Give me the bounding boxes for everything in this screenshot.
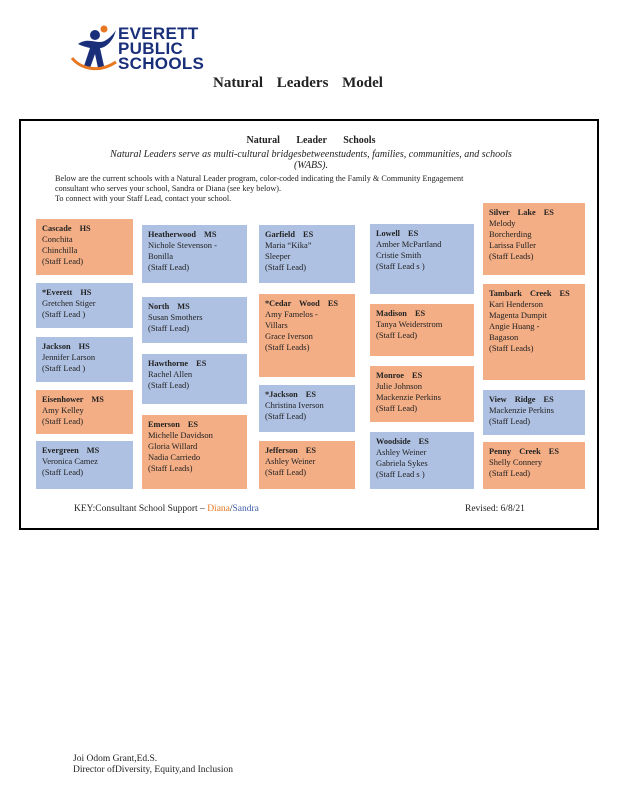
school-card-north-ms: [142, 297, 247, 343]
staff-line: Jennifer Larson: [42, 352, 96, 362]
school-card-cedar-wood-es: [259, 294, 355, 377]
natural-leader-schools-box: [19, 119, 599, 530]
staff-line: Amy Famelos -: [265, 309, 318, 319]
logo-line-everett: EVERETT: [118, 24, 199, 43]
staff-line: (Staff Lead): [42, 256, 84, 266]
staff-line: Villars: [265, 320, 288, 330]
district-logo-mark: [70, 20, 120, 76]
staff-line: Bonilla: [148, 251, 174, 261]
instruction-item: [33, 194, 483, 204]
school-name: Silver Lake ES: [489, 208, 554, 217]
staff-line: (Staff Leads): [489, 343, 534, 353]
school-card-heatherwood-ms: [142, 225, 247, 283]
school-name: Woodside ES: [376, 437, 429, 446]
staff-line: (Staff Lead): [265, 467, 307, 477]
staff-line: (Staff Lead): [489, 468, 531, 478]
key-sandra: Sandra: [232, 504, 259, 514]
staff-line: (Staff Leads): [148, 463, 193, 473]
staff-line: (Staff Lead): [42, 416, 84, 426]
school-name: Tambark Creek ES: [489, 289, 570, 298]
school-card-cascade-hs: [36, 219, 133, 275]
district-logo: [70, 20, 210, 80]
staff-line: (Staff Lead): [148, 323, 190, 333]
key-separator: /: [229, 504, 233, 514]
staff-line: Julie Johnson: [376, 381, 423, 391]
logo-line-public: PUBLIC: [118, 39, 184, 58]
staff-line: Michelle Davidson: [148, 430, 213, 440]
school-card-silver-lake-es: [483, 203, 585, 275]
school-name: Emerson ES: [148, 420, 199, 429]
staff-line: (Staff Lead): [265, 262, 307, 272]
key-diana: Diana: [207, 504, 230, 514]
staff-line: Kari Henderson: [489, 299, 544, 309]
staff-line: Christina Iverson: [265, 400, 324, 410]
staff-line: Grace Iverson: [265, 331, 313, 341]
school-name: Garfield ES: [265, 230, 314, 239]
instruction-text: Below are the current schools with a Natural Leader program, color-coded indicating the Family & Community Engagement consultant who serves your school, Sandra or Diana (see key below).: [55, 174, 464, 193]
staff-line: Larissa Fuller: [489, 240, 536, 250]
logo-wordmark: [118, 26, 204, 71]
school-name: Cascade HS: [42, 224, 91, 233]
staff-line: Borcherding: [489, 229, 532, 239]
school-name: Heatherwood MS: [148, 230, 217, 239]
staff-line: Susan Smothers: [148, 312, 203, 322]
school-name: Lowell ES: [376, 229, 419, 238]
school-name: Hawthorne ES: [148, 359, 207, 368]
staff-line: (Staff Lead): [148, 380, 190, 390]
school-name: View Ridge ES: [489, 395, 554, 404]
signer-title: Director ofDiversity, Equity,and Inclusion: [73, 765, 233, 775]
staff-line: (Staff Lead): [148, 262, 190, 272]
staff-line: Mackenzie Perkins: [489, 405, 554, 415]
staff-line: (Staff Lead ): [42, 363, 86, 373]
school-card-everett-hs: [36, 283, 133, 328]
school-card-garfield-es: [259, 225, 355, 283]
instruction-text: To connect with your Staff Lead, contact your school.: [55, 194, 232, 203]
staff-line: Amy Kelley: [42, 405, 84, 415]
box-title: Natural Leader Schools: [246, 135, 376, 146]
staff-line: Gloria Willard: [148, 441, 198, 451]
staff-line: (Staff Leads): [489, 251, 534, 261]
staff-line: (Staff Lead): [376, 330, 418, 340]
school-name: *Cedar Wood ES: [265, 299, 339, 308]
school-name: Eisenhower MS: [42, 395, 104, 404]
school-card-hawthorne-es: [142, 354, 247, 404]
school-card-emerson-es: [142, 415, 247, 489]
staff-line: Nadia Carriedo: [148, 452, 201, 462]
staff-line: Amber McPartland: [376, 239, 442, 249]
school-card-jackson-es: [259, 385, 355, 432]
staff-line: (Staff Lead s ): [376, 261, 425, 271]
school-card-monroe-es: [370, 366, 474, 422]
staff-line: Mackenzie Perkins: [376, 392, 441, 402]
school-name: North MS: [148, 302, 190, 311]
school-card-eisenhower-ms: [36, 390, 133, 434]
staff-line: (Staff Lead): [42, 467, 84, 477]
school-card-madison-es: [370, 304, 474, 356]
school-name: Madison ES: [376, 309, 426, 318]
school-card-jefferson-es: [259, 441, 355, 489]
staff-line: Rachel Allen: [148, 369, 193, 379]
staff-line: Ashley Weiner: [376, 447, 427, 457]
staff-line: Angie Huang -: [489, 321, 540, 331]
logo-line-schools: SCHOOLS: [118, 54, 205, 73]
key-label: KEY:Consultant School Support –: [74, 504, 205, 514]
school-card-penny-creek-es: [483, 442, 585, 489]
staff-line: Tanya Weiderstrom: [376, 319, 443, 329]
school-name: Monroe ES: [376, 371, 423, 380]
school-card-lowell-es: [370, 224, 474, 294]
school-card-evergreen-ms: [36, 441, 133, 489]
staff-line: Ashley Weiner: [265, 456, 316, 466]
staff-line: Chinchilla: [42, 245, 78, 255]
school-name: Evergreen MS: [42, 446, 100, 455]
instruction-list: [33, 174, 483, 204]
school-name: *Jackson ES: [265, 390, 316, 399]
signature-block: [73, 754, 233, 776]
staff-line: Maria “Kika”: [265, 240, 312, 250]
staff-line: Melody: [489, 218, 516, 228]
school-name: Jefferson ES: [265, 446, 316, 455]
revised-date: Revised: 6/8/21: [465, 504, 525, 514]
staff-line: (Staff Leads): [265, 342, 310, 352]
staff-line: (Staff Lead): [489, 416, 531, 426]
staff-line: (Staff Lead s ): [376, 469, 425, 479]
school-card-jackson-hs: [36, 337, 133, 382]
staff-line: Nichole Stevenson -: [148, 240, 217, 250]
staff-line: (Staff Lead): [376, 403, 418, 413]
instruction-item: [33, 174, 483, 194]
school-card-woodside-es: [370, 432, 474, 489]
school-name: Jackson HS: [42, 342, 90, 351]
staff-line: (Staff Lead ): [42, 309, 86, 319]
page-title: Natural Leaders Model: [213, 75, 383, 91]
staff-line: (Staff Lead): [265, 411, 307, 421]
staff-line: Gretchen Stiger: [42, 298, 96, 308]
signer-name: Joi Odom Grant,Ed.S.: [73, 754, 158, 764]
school-card-tambark-creek-es: [483, 284, 585, 380]
color-key: [74, 504, 259, 514]
school-name: *Everett HS: [42, 288, 92, 297]
staff-line: Magenta Dumpit: [489, 310, 547, 320]
staff-line: Cristie Smith: [376, 250, 422, 260]
box-subtitle: Natural Leaders serve as multi-cultural bridgesbetweenstudents, families, communities, and schools (WABS).: [110, 149, 512, 171]
staff-line: Sleeper: [265, 251, 291, 261]
staff-line: Veronica Camez: [42, 456, 98, 466]
staff-line: Gabriela Sykes: [376, 458, 428, 468]
staff-line: Bagason: [489, 332, 519, 342]
school-card-view-ridge-es: [483, 390, 585, 435]
school-name: Penny Creek ES: [489, 447, 559, 456]
staff-line: Shelly Connery: [489, 457, 543, 467]
staff-line: Conchita: [42, 234, 73, 244]
